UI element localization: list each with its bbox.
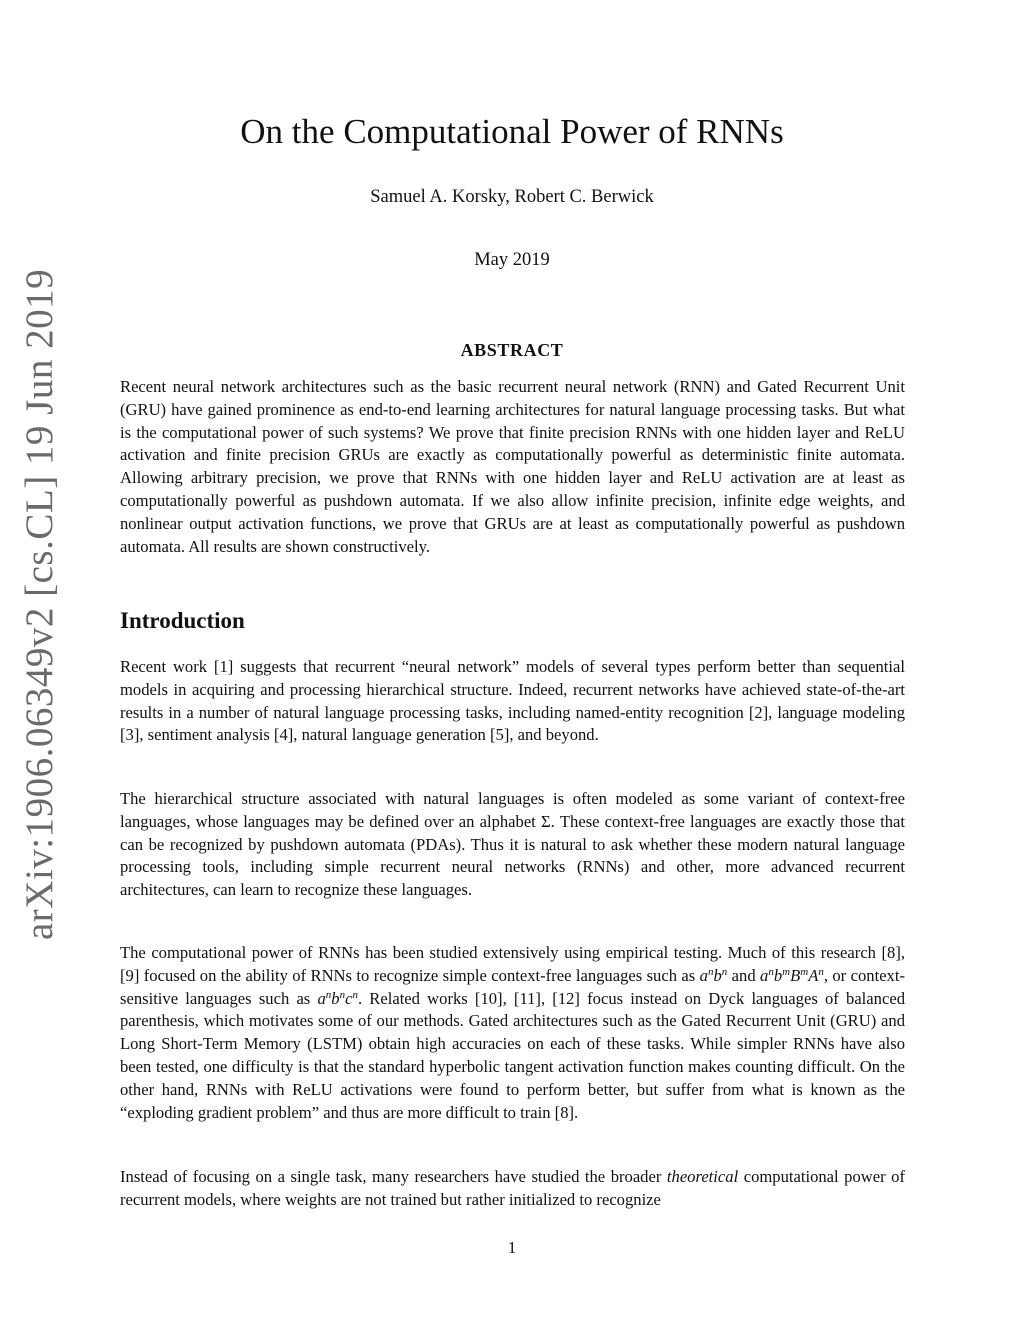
- p4-text-a: Instead of focusing on a single task, many researchers have studied the broader: [120, 1167, 667, 1186]
- intro-paragraph-2: The hierarchical structure associated with natural languages is often modeled as some variant of context-free languages, whose languages may be defined over an alphabet Σ. These context-free languages are exactly those that can be recognized by pushdown automata (PDAs). Thus it is natural to ask whether these modern natural language processing tools, including simple recurrent neural networks (RNNs) and other, more advanced recurrent architectures, can learn to recognize these languages.: [120, 789, 905, 900]
- p4-text-b: computational power of recurrent models, where weights are not trained but rather initialized to recognize: [120, 1167, 905, 1209]
- abstract-heading: ABSTRACT: [460, 340, 564, 360]
- math-anbn: $a^nb^n$: [699, 965, 728, 985]
- math-anbncn: $a^nb^nc^n$: [317, 988, 358, 1008]
- arxiv-identifier: arXiv:1906.06349v2 [cs.CL] 19 Jun 2019: [18, 268, 61, 940]
- p3-text-a: The computational power of RNNs has been studied extensively using empirical testing. Much of this research [8], [9] focused on the ability of RNNs to recognize simple context-free languages such as: [120, 943, 905, 985]
- intro-paragraph-4: [120, 1166, 905, 1212]
- p3-text-d: . Related works [10], [11], [12] focus instead on Dyck languages of balanced parenthesis, which motivates some of our methods. Gated architectures such as the Gated Recurrent Unit (GRU) and Long Short-Term Memory (LSTM) obtain high accuracies on each of these tasks. While simpler RNNs have also been tested, one difficulty is that the standard hyperbolic tangent activation function makes counting difficult. On the other hand, RNNs with ReLU activations were found to perform better, but suffer from what is known as the “exploding gradient problem” and thus are more difficult to train [8].: [120, 988, 905, 1122]
- p3-text-c: , or context-sensitive languages such as: [120, 965, 905, 1008]
- p3-text-b: and: [727, 965, 761, 985]
- p4-emphasis: theoretical: [666, 1167, 739, 1186]
- paper-title: On the Computational Power of RNNs: [240, 112, 784, 151]
- paper-authors: Samuel A. Korsky, Robert C. Berwick: [370, 187, 654, 207]
- abstract-text: Recent neural network architectures such as the basic recurrent neural network (RNN) and Gated Recurrent Unit (GRU) have gained prominence as end-to-end learning architectures for natural language processing tasks. But what is the computational power of such systems? We prove that finite precision RNNs with one hidden layer and ReLU activation and finite precision GRUs are exactly as computationally powerful as deterministic finite automata. Allowing arbitrary precision, we prove that RNNs with one hidden layer and ReLU activation are at least as computationally powerful as pushdown automata. If we also allow infinite precision, infinite edge weights, and nonlinear output activation functions, we prove that GRUs are at least as computationally powerful as pushdown automata. All results are shown constructively.: [120, 377, 905, 556]
- page-number: 1: [507, 1238, 517, 1257]
- intro-paragraph-3: [120, 942, 905, 1124]
- introduction-heading: Introduction: [120, 608, 245, 633]
- intro-paragraph-1: Recent work [1] suggests that recurrent “neural network” models of several types perform better than sequential models in acquiring and processing hierarchical structure. Indeed, recurrent networks have achieved state-of-the-art results in a number of natural language processing tasks, including named-entity recognition [2], language modeling [3], sentiment analysis [4], natural language generation [5], and beyond.: [120, 657, 905, 745]
- math-anbmbman: $a^nb^mB^mA^n$: [760, 965, 824, 985]
- paper-date: May 2019: [474, 250, 550, 270]
